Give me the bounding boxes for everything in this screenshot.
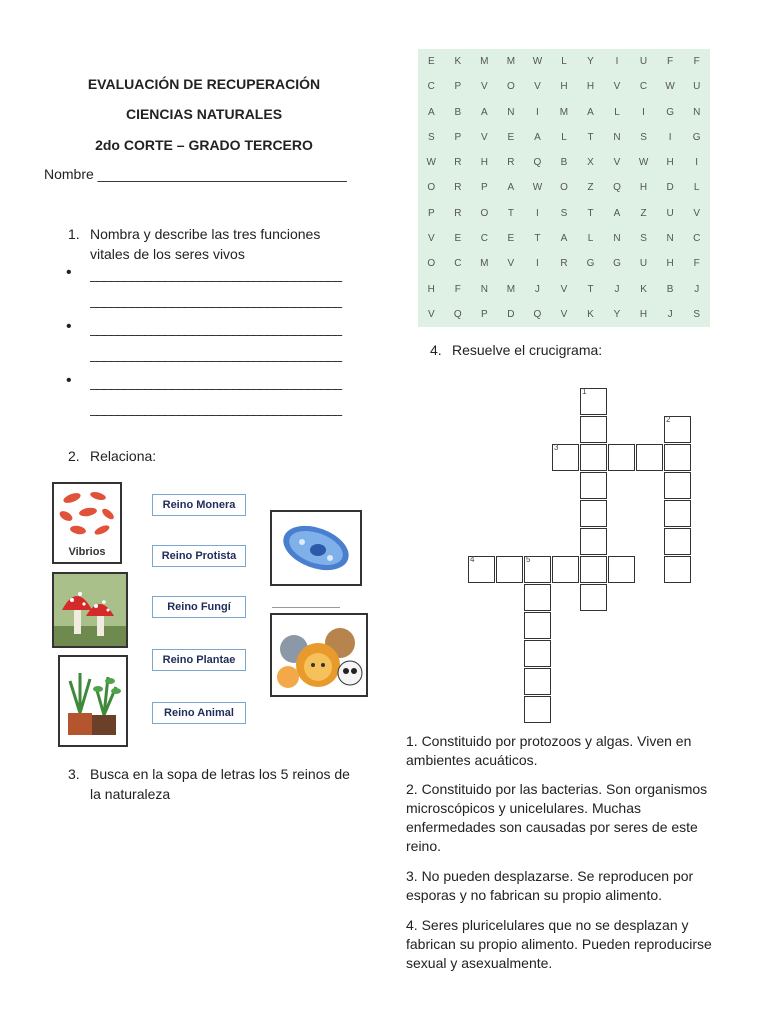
word-search-cell[interactable]: P [427, 207, 435, 219]
word-search-cell[interactable]: E [507, 232, 515, 244]
word-search-cell[interactable]: V [481, 81, 488, 93]
word-search-cell[interactable]: F [693, 56, 700, 68]
word-search-cell[interactable]: S [693, 308, 701, 320]
word-search-cell[interactable]: H [639, 308, 648, 320]
word-search-cell[interactable]: A [534, 131, 541, 143]
crossword-cell[interactable] [524, 668, 551, 695]
word-search-cell[interactable]: I [536, 106, 539, 118]
word-search-row [418, 226, 710, 251]
clue-1: 1. Constituido por protozoos y algas. Viven en ambientes acuáticos. [406, 733, 692, 768]
word-search-cell[interactable]: V [613, 157, 621, 169]
word-search-cell[interactable]: P [454, 131, 462, 143]
word-search-cell[interactable]: N [480, 283, 488, 295]
q1-text: Nombra y describe las tres funciones vitales de los seres vivos [90, 226, 321, 262]
word-search-cell[interactable]: S [640, 232, 647, 244]
word-search-cell[interactable]: I [642, 106, 645, 118]
q3-number: 3. [68, 766, 80, 782]
q3-text: Busca en la sopa de letras los 5 reinos de la naturaleza [90, 766, 350, 802]
word-search-cell[interactable]: L [561, 131, 567, 143]
word-search-cell[interactable]: V [507, 258, 515, 270]
crossword-cell[interactable] [608, 556, 635, 583]
crossword-cell[interactable] [580, 388, 607, 415]
word-search-cell[interactable]: H [666, 258, 674, 270]
word-search-cell[interactable]: R [454, 157, 462, 169]
word-search-cell[interactable]: W [532, 56, 543, 68]
word-search-cell[interactable]: M [559, 106, 569, 118]
crossword-cell[interactable] [664, 556, 691, 583]
word-search-cell[interactable]: S [427, 131, 435, 143]
q4-number: 4. [430, 342, 442, 358]
crossword-cell[interactable] [524, 612, 551, 639]
word-search-cell[interactable]: B [666, 283, 674, 295]
crossword-cell[interactable] [524, 696, 551, 723]
word-search-cell[interactable]: L [561, 56, 567, 68]
word-search-cell[interactable]: J [534, 283, 540, 295]
word-search-cell[interactable]: H [666, 157, 674, 169]
answer-line-3a[interactable]: _____________________________________ [90, 374, 342, 390]
word-search-row [418, 276, 710, 301]
crossword-cell[interactable] [580, 444, 607, 471]
word-search-cell[interactable]: R [454, 207, 462, 219]
word-search-cell[interactable]: G [692, 131, 701, 143]
title-subject: CIENCIAS NATURALES [125, 106, 283, 122]
word-search-cell[interactable]: P [481, 182, 488, 194]
word-search-row [418, 49, 710, 74]
word-search-cell[interactable]: R [560, 258, 568, 270]
crossword-cell[interactable] [580, 528, 607, 555]
crossword-cell[interactable] [552, 556, 579, 583]
word-search-cell[interactable]: A [427, 106, 435, 118]
word-search-cell[interactable]: H [639, 182, 648, 194]
word-search-cell[interactable]: P [454, 81, 462, 93]
answer-line-1b[interactable]: _____________________________________ [90, 292, 342, 308]
word-search-cell[interactable]: W [638, 157, 649, 169]
answer-line-2a[interactable]: _____________________________________ [90, 320, 342, 336]
word-search-cell[interactable]: C [639, 81, 648, 93]
word-search-cell[interactable]: J [694, 283, 700, 295]
word-search-row [418, 175, 710, 200]
crossword-cell[interactable] [664, 500, 691, 527]
mushroom-icon [54, 574, 126, 646]
crossword-number: 2 [666, 415, 671, 424]
word-search-cell[interactable]: Z [640, 207, 647, 219]
clue-2: 2. Constituido por las bacterias. Son organismos microscópicos y unicelulares. Muchas enfermedades son causadas por seres de este reino. [406, 781, 708, 854]
divider [272, 607, 340, 608]
word-search-cell[interactable]: P [481, 308, 488, 320]
word-search-cell[interactable]: N [507, 106, 515, 118]
reino-fungi-label[interactable]: Reino Fungí [152, 596, 246, 618]
clue-4: 4. Seres pluricelulares que no se desplazan y fabrican su propio alimento. Pueden reproducirse sexual y asexualmente. [406, 917, 712, 971]
word-search-cell[interactable]: T [587, 283, 594, 295]
reino-animal-label[interactable]: Reino Animal [152, 702, 246, 724]
word-search-cell[interactable]: M [506, 283, 516, 295]
crossword-cell[interactable] [580, 556, 607, 583]
word-search-cell[interactable]: L [693, 182, 700, 194]
paramecium-icon [272, 512, 360, 584]
crossword-cell[interactable] [580, 584, 607, 611]
bullet-1: • [66, 264, 72, 281]
word-search-cell[interactable]: I [536, 258, 539, 270]
crossword-cell[interactable] [636, 444, 663, 471]
word-search-cell[interactable]: T [507, 207, 514, 219]
word-search-cell[interactable]: V [481, 131, 488, 143]
word-search-cell[interactable]: Y [587, 56, 594, 68]
word-search-cell[interactable]: T [587, 207, 594, 219]
word-search-row [418, 150, 710, 175]
word-search-cell[interactable]: F [454, 283, 461, 295]
word-search-cell[interactable]: A [613, 207, 621, 219]
word-search-cell[interactable]: K [587, 308, 594, 320]
crossword-number: 4 [470, 555, 475, 564]
crossword-cell[interactable] [524, 640, 551, 667]
word-search-cell[interactable]: I [668, 131, 672, 143]
word-search-cell[interactable]: U [639, 258, 648, 270]
word-search-cell[interactable]: V [427, 308, 435, 320]
word-search-cell[interactable]: A [587, 106, 594, 118]
word-search-cell[interactable]: F [693, 258, 700, 270]
reino-monera-label[interactable]: Reino Monera [152, 494, 246, 516]
word-search-row [418, 100, 710, 125]
word-search-cell[interactable]: A [481, 106, 488, 118]
word-search-cell[interactable]: C [480, 232, 488, 244]
title-grade: 2do CORTE – GRADO TERCERO [95, 137, 313, 153]
word-search-cell[interactable]: N [613, 232, 621, 244]
crossword-cell[interactable] [580, 500, 607, 527]
word-search-cell[interactable]: K [640, 283, 647, 295]
clue-3: 3. No pueden desplazarse. Se reproducen por esporas y no fabrican su propio alimento. [406, 868, 694, 903]
crossword-cell[interactable] [664, 416, 691, 443]
q4-text: Resuelve el crucigrama: [452, 342, 603, 358]
word-search-cell[interactable]: I [536, 207, 539, 219]
word-search-cell[interactable]: W [665, 81, 675, 93]
vibrios-label: Vibrios [68, 546, 106, 558]
crossword-cell[interactable] [664, 528, 691, 555]
word-search-cell[interactable]: H [427, 283, 435, 295]
answer-line-2b[interactable]: _____________________________________ [90, 346, 342, 362]
word-search-cell[interactable]: V [534, 81, 541, 93]
word-search-cell[interactable]: S [640, 131, 647, 143]
word-search-cell[interactable]: A [507, 182, 515, 194]
crossword-cell[interactable] [468, 556, 495, 583]
word-search-row [418, 125, 710, 150]
bacteria-icon [54, 484, 120, 544]
crossword-cell[interactable] [664, 444, 691, 471]
word-search-cell[interactable]: T [534, 232, 541, 244]
word-search-cell[interactable]: N [666, 232, 674, 244]
word-search-cell[interactable]: H [480, 157, 488, 169]
word-search-cell[interactable]: Q [453, 308, 462, 320]
word-search-cell[interactable]: S [560, 207, 568, 219]
word-search-cell[interactable]: X [587, 157, 594, 169]
vibrios-picture [52, 482, 122, 564]
word-search-cell[interactable]: O [560, 182, 568, 194]
crossword-cell[interactable] [552, 444, 579, 471]
word-search-cell[interactable]: H [586, 81, 595, 93]
word-search-cell[interactable]: U [639, 56, 648, 68]
word-search-cell[interactable]: C [427, 81, 435, 93]
q1-number: 1. [68, 226, 80, 242]
word-search-grid[interactable] [418, 49, 710, 327]
word-search-cell[interactable]: K [454, 56, 462, 68]
word-search-cell[interactable]: M [480, 258, 489, 270]
word-search-cell[interactable]: O [506, 81, 515, 93]
word-search-cell[interactable]: B [454, 106, 462, 118]
word-search-cell[interactable]: J [614, 283, 620, 295]
crossword-number: 1 [582, 387, 587, 396]
crossword-cell[interactable] [580, 472, 607, 499]
word-search-cell[interactable]: W [426, 157, 436, 169]
word-search-cell[interactable]: G [666, 106, 674, 118]
word-search-cell[interactable]: Z [587, 182, 594, 194]
title-evaluacion: EVALUACIÓN DE RECUPERACIÓN [87, 76, 321, 92]
word-search-cell[interactable]: V [613, 81, 621, 93]
word-search-cell[interactable]: E [454, 232, 462, 244]
crossword-number: 5 [526, 555, 531, 564]
crossword-cell[interactable] [580, 416, 607, 443]
crossword-cell[interactable] [524, 584, 551, 611]
word-search-cell[interactable]: V [693, 207, 701, 219]
word-search-cell[interactable]: W [532, 182, 543, 194]
word-search-cell[interactable]: D [666, 182, 674, 194]
name-field: Nombre ________________________________ [44, 166, 347, 182]
word-search-row [418, 74, 710, 99]
word-search-cell[interactable]: C [454, 258, 462, 270]
word-search-cell[interactable]: M [506, 56, 516, 68]
word-search-cell[interactable]: U [666, 207, 674, 219]
word-search-cell[interactable]: N [613, 131, 621, 143]
word-search-cell[interactable]: V [560, 283, 568, 295]
word-search-cell[interactable]: Y [613, 308, 621, 320]
word-search-cell[interactable]: R [454, 182, 462, 194]
word-search-cell[interactable]: H [560, 81, 568, 93]
word-search-cell[interactable]: A [560, 232, 568, 244]
word-search-cell[interactable]: U [693, 81, 701, 93]
crossword-number: 3 [554, 443, 559, 452]
word-search-cell[interactable]: I [615, 56, 619, 68]
word-search-row [418, 201, 710, 226]
word-search-cell[interactable]: M [480, 56, 489, 68]
word-search-cell[interactable]: I [695, 157, 699, 169]
word-search-cell[interactable]: E [427, 56, 435, 68]
word-search-cell[interactable]: V [427, 232, 435, 244]
word-search-cell[interactable]: Q [613, 182, 621, 194]
crossword-cell[interactable] [524, 556, 551, 583]
word-search-row [418, 302, 710, 327]
animals-icon [272, 615, 366, 695]
answer-line-3b[interactable]: _____________________________________ [90, 400, 342, 416]
word-search-cell[interactable]: V [560, 308, 568, 320]
word-search-cell[interactable]: L [614, 106, 620, 118]
crossword-cell[interactable] [664, 472, 691, 499]
word-search-cell[interactable]: Q [533, 157, 542, 169]
word-search-cell[interactable]: O [427, 258, 436, 270]
crossword-cell[interactable] [608, 444, 635, 471]
word-search-cell[interactable]: G [586, 258, 595, 270]
word-search-cell[interactable]: R [507, 157, 515, 169]
word-search-cell[interactable]: E [507, 131, 515, 143]
word-search-cell[interactable]: O [480, 207, 489, 219]
animals-picture [270, 613, 368, 697]
word-search-cell[interactable]: Q [533, 308, 542, 320]
word-search-cell[interactable]: O [427, 182, 436, 194]
q2-text: Relaciona: [90, 448, 157, 464]
answer-line-1a[interactable]: _____________________________________ [90, 266, 342, 282]
bullet-3: • [66, 372, 72, 389]
crossword-cell[interactable] [496, 556, 523, 583]
word-search-cell[interactable]: T [587, 131, 594, 143]
word-search-cell[interactable]: C [693, 232, 701, 244]
reino-protista-label[interactable]: Reino Protista [152, 545, 246, 567]
word-search-row [418, 251, 710, 276]
protist-picture [270, 510, 362, 586]
bullet-2: • [66, 318, 72, 335]
word-search-cell[interactable]: B [560, 157, 568, 169]
word-search-cell[interactable]: L [587, 232, 594, 244]
plant-icon [60, 657, 126, 745]
word-search-cell[interactable]: G [613, 258, 621, 270]
mushroom-picture [52, 572, 128, 648]
q2-number: 2. [68, 448, 80, 464]
reino-plantae-label[interactable]: Reino Plantae [152, 649, 246, 671]
word-search-cell[interactable]: J [667, 308, 673, 320]
word-search-cell[interactable]: D [507, 308, 515, 320]
word-search-cell[interactable]: N [693, 106, 701, 118]
plant-picture [58, 655, 128, 747]
word-search-cell[interactable]: F [667, 56, 674, 68]
